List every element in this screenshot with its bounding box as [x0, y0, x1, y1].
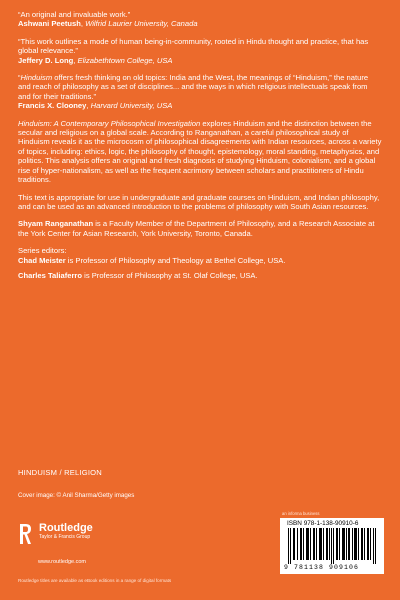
author-bio	[18, 219, 382, 238]
quote-author: Jeffery D. Long	[18, 55, 74, 65]
quote-text: “An original and invaluable work.”	[18, 10, 131, 19]
quote-3: “Hinduism offers fresh thinking on old topics: India and the West, the meanings of “Hinduism,” the nature and reach of philosophy as a set of disciplines... and the ways in which religious intellectuals speak from and for their traditions.” Francis X. Clooney, Harvard University, USA	[18, 73, 369, 111]
quote-author: Ashwani Peetush	[18, 19, 81, 29]
quote-affiliation: Harvard University, USA	[90, 101, 173, 111]
subject-category: HINDUISM / RELIGION	[18, 468, 102, 477]
publisher-logo	[18, 522, 93, 546]
publisher-name: Routledge	[39, 522, 93, 534]
isbn-text: ISBN 978-1-138-90910-6	[287, 520, 359, 527]
audience-text: This text is appropriate for use in undergraduate and graduate courses on Hinduism, and Indian philosophy, and can be used as an advanced introduction to the problems of philosophy with South Asian resources.	[18, 192, 380, 211]
informa-tag: an informa business	[282, 511, 320, 516]
quote-affiliation: Wilfrid Laurier University, Canada	[85, 19, 198, 29]
publisher-url[interactable]: www.routledge.com	[38, 559, 86, 565]
series-label: Series editors:	[18, 246, 67, 256]
barcode-bars	[288, 528, 376, 564]
quote-affiliation: Elizabethtown College, USA	[77, 55, 173, 65]
editor-bio: is Professor of Philosophy at St. Olaf College, USA.	[82, 270, 258, 280]
cover-credit: Cover image: © Anil Sharma/Getty images	[18, 492, 135, 499]
quote-author: Francis X. Clooney	[18, 101, 87, 111]
quote-open-mark: “	[18, 73, 21, 83]
description-text: explores Hinduism and the distinction between the secular and religious on a global scale. According to Ranganathan, a careful philosophical study of Hinduism reveals it as the microcosm of philosophical disagreements with Indian resources, across a variety of topics, including: ethics, logic, the philosophy of thought, epistemology, moral standing, metaphysics, and politics. This analysis offers an original and fresh diagnosis of studying Hinduism, colonialism, and a global rise of hyper-nationalism, as well as the frequent acrimony between scholars and practitioners of Hindu traditions.	[18, 118, 382, 185]
quote-text: offers fresh thinking on old topics: India and the West, the meanings of “Hinduism,” the nature and reach of philosophy as a set of disciplines... and the ways in which religious intellectuals speak from and for their traditions.”	[18, 73, 369, 101]
author-name: Shyam Ranganathan	[18, 219, 94, 229]
publisher-subtitle: Taylor & Francis Group	[39, 534, 91, 540]
barcode	[280, 518, 384, 574]
quote-title: Hinduism	[20, 73, 53, 83]
ebook-footnote: Routledge titles are available as eBook editions in a range of digital formats	[18, 578, 172, 583]
quote-2: “This work outlines a mode of human being-in-community, rooted in Hindu thought and practice, that has global relevance.” Jeffery D. Long, Elizabethtown College, USA	[18, 37, 382, 65]
book-description	[18, 119, 382, 185]
editor-bio: is Professor of Philosophy and Theology at Bethel College, USA.	[65, 255, 286, 265]
author-bio-text: is a Faculty Member of the Department of Philosophy, and a Research Associate at the York Center for Asian Research, York University, Toronto, Canada.	[18, 219, 375, 238]
quote-1: “An original and invaluable work.” Ashwani Peetush, Wilfrid Laurier University, Canada	[18, 10, 382, 29]
back-cover-text	[18, 10, 382, 280]
editor-name: Chad Meister	[18, 255, 66, 265]
book-title: Hinduism: A Contemporary Philosophical Investigation	[18, 118, 201, 128]
routledge-logo-icon	[18, 522, 34, 546]
series-editors	[18, 246, 382, 280]
barcode-digits: 9 781138 909106	[284, 564, 360, 571]
editor-name: Charles Taliaferro	[18, 270, 83, 280]
quote-text: “This work outlines a mode of human being-in-community, rooted in Hindu thought and practice, that has global relevance.”	[18, 36, 369, 56]
